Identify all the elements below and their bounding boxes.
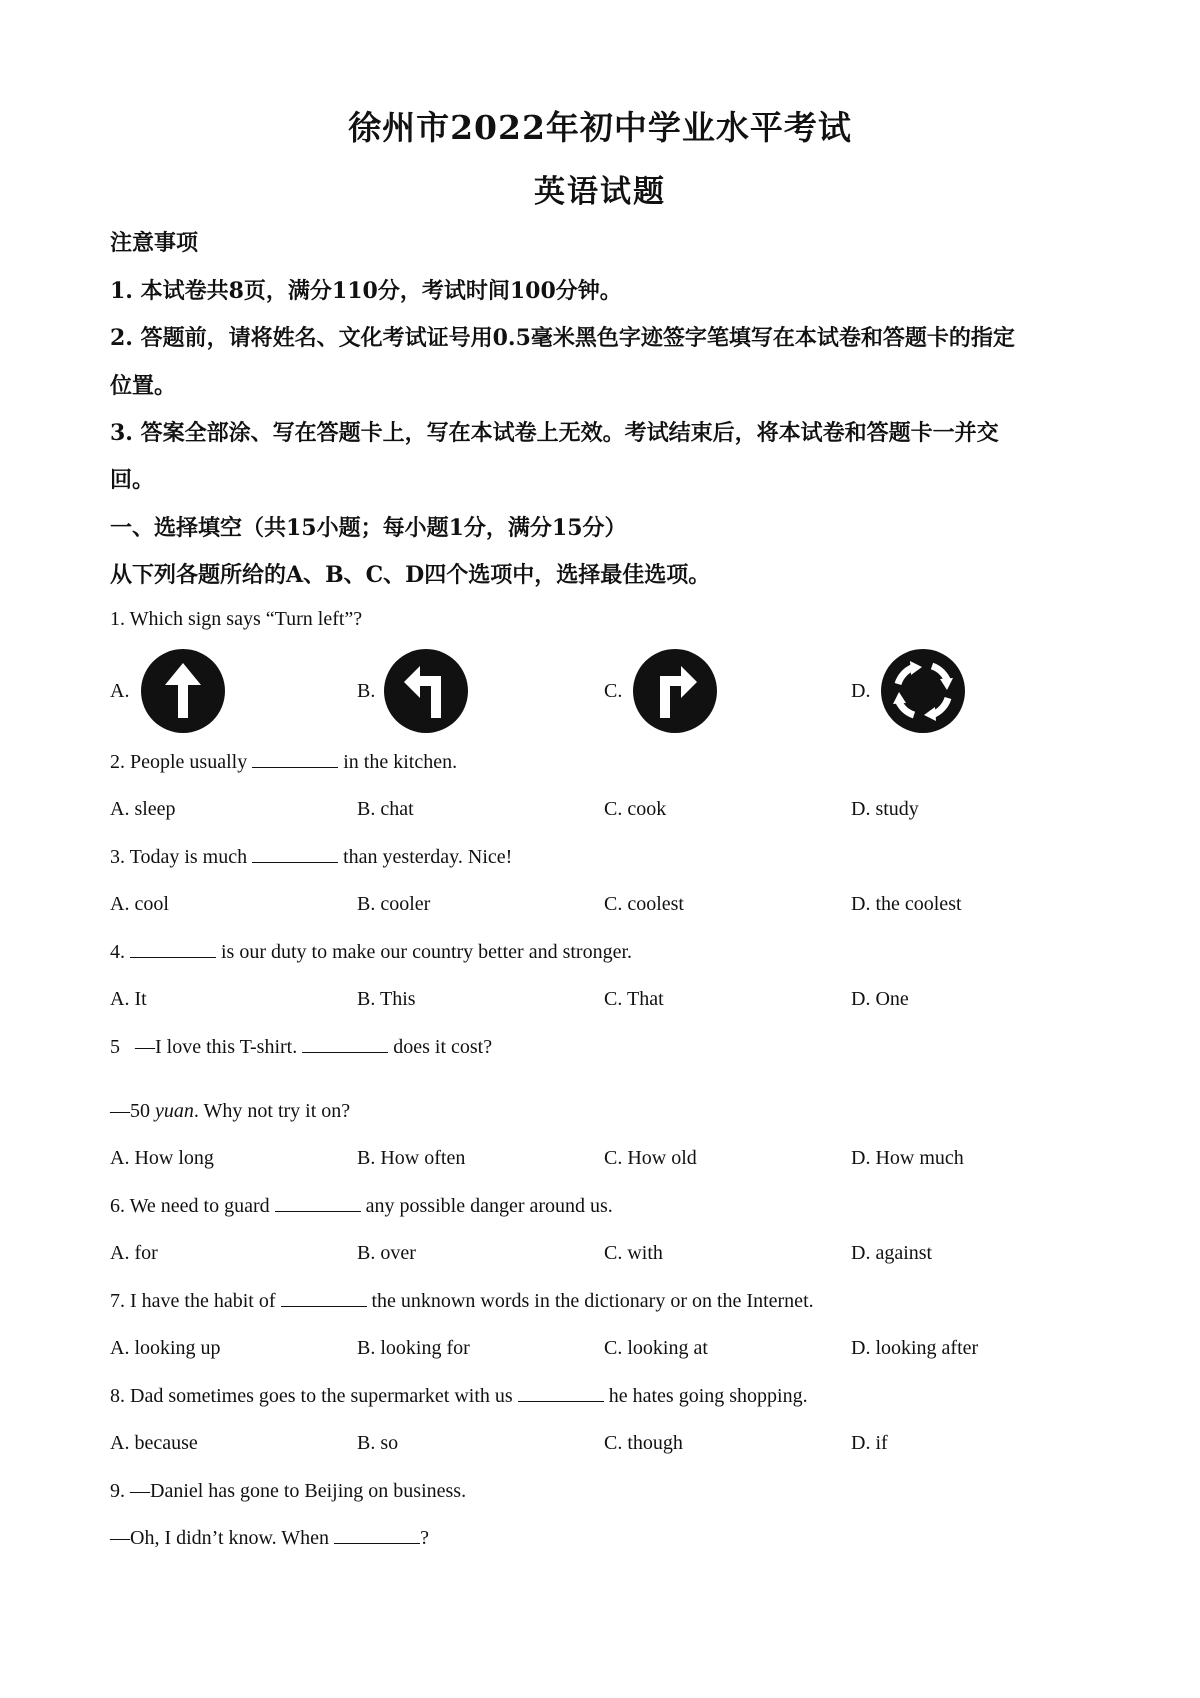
notice-item-3-line-1: 3. 答案全部涂、写在答题卡上，写在本试卷上无效。考试结束后，将本试卷和答题卡一并交 (110, 420, 999, 446)
exam-title: 徐州市2022年初中学业水平考试 (348, 108, 852, 147)
q5-option-d: D. How much (851, 1147, 964, 1169)
q6-option-d: D. against (851, 1242, 933, 1264)
question-9-stem: 9. —Daniel has gone to Beijing on business. (110, 1480, 467, 1502)
question-4-stem: 4. is our duty to make our country better and stronger. (110, 941, 633, 963)
q4-option-b: B. This (357, 988, 416, 1010)
section-instruction: 从下列各题所给的A、B、C、D四个选项中，选择最佳选项。 (110, 562, 711, 588)
question-1-stem: 1. Which sign says “Turn left”? (110, 608, 363, 630)
answer-blank (275, 1195, 361, 1212)
arrow-up-sign-icon (140, 648, 226, 734)
answer-blank (281, 1290, 367, 1307)
question-6-stem: 6. We need to guard any possible danger around us. (110, 1195, 613, 1217)
q5-option-a: A. How long (110, 1147, 214, 1169)
roundabout-sign-icon (880, 648, 966, 734)
q2-option-b: B. chat (357, 798, 414, 820)
q7-option-b: B. looking for (357, 1337, 470, 1359)
answer-blank (252, 846, 338, 863)
q3-option-a: A. cool (110, 893, 169, 915)
section-heading: 一、选择填空（共15小题；每小题1分，满分15分） (110, 515, 627, 541)
q8-option-c: C. though (604, 1432, 683, 1454)
q8-option-b: B. so (357, 1432, 399, 1454)
notice-item-3-line-2: 回。 (110, 467, 155, 493)
answer-blank (302, 1036, 388, 1053)
q7-option-d: D. looking after (851, 1337, 979, 1359)
notice-heading: 注意事项 (110, 230, 199, 256)
q2-option-c: C. cook (604, 798, 667, 820)
q1-option-c-label: C. (604, 680, 623, 702)
q4-option-c: C. That (604, 988, 664, 1010)
notice-item-1: 1. 本试卷共8页，满分110分，考试时间100分钟。 (110, 278, 622, 304)
q8-option-d: D. if (851, 1432, 888, 1454)
q5-option-c: C. How old (604, 1147, 697, 1169)
q1-option-b-label: B. (357, 680, 376, 702)
q7-option-c: C. looking at (604, 1337, 708, 1359)
q5-option-b: B. How often (357, 1147, 466, 1169)
question-8-stem: 8. Dad sometimes goes to the supermarket with us he hates going shopping. (110, 1385, 808, 1407)
q6-option-a: A. for (110, 1242, 158, 1264)
q6-option-c: C. with (604, 1242, 663, 1264)
q3-option-b: B. cooler (357, 893, 431, 915)
q1-option-d-label: D. (851, 680, 871, 702)
answer-blank (518, 1385, 604, 1402)
answer-blank (334, 1527, 420, 1544)
question-2-stem: 2. People usually in the kitchen. (110, 751, 458, 773)
question-5-reply: —50 yuan. Why not try it on? (110, 1100, 351, 1122)
answer-blank (130, 941, 216, 958)
q8-option-a: A. because (110, 1432, 198, 1454)
question-3-stem: 3. Today is much than yesterday. Nice! (110, 846, 513, 868)
turn-right-sign-icon (632, 648, 718, 734)
q1-option-a-label: A. (110, 680, 130, 702)
question-7-stem: 7. I have the habit of the unknown words in the dictionary or on the Internet. (110, 1290, 814, 1312)
question-9-reply: —Oh, I didn’t know. When ? (110, 1527, 429, 1549)
notice-item-2-line-1: 2. 答题前，请将姓名、文化考试证号用0.5毫米黑色字迹签字笔填写在本试卷和答题卡的指定 (110, 325, 1015, 351)
q4-option-a: A. It (110, 988, 147, 1010)
answer-blank (252, 751, 338, 768)
q7-option-a: A. looking up (110, 1337, 221, 1359)
q2-option-a: A. sleep (110, 798, 176, 820)
q6-option-b: B. over (357, 1242, 416, 1264)
q3-option-d: D. the coolest (851, 893, 962, 915)
exam-subtitle: 英语试题 (534, 174, 666, 210)
q4-option-d: D. One (851, 988, 909, 1010)
question-5-stem: 5 —I love this T-shirt. does it cost? (110, 1036, 493, 1058)
notice-item-2-line-2: 位置。 (110, 373, 177, 399)
turn-left-sign-icon (383, 648, 469, 734)
q3-option-c: C. coolest (604, 893, 684, 915)
q2-option-d: D. study (851, 798, 919, 820)
